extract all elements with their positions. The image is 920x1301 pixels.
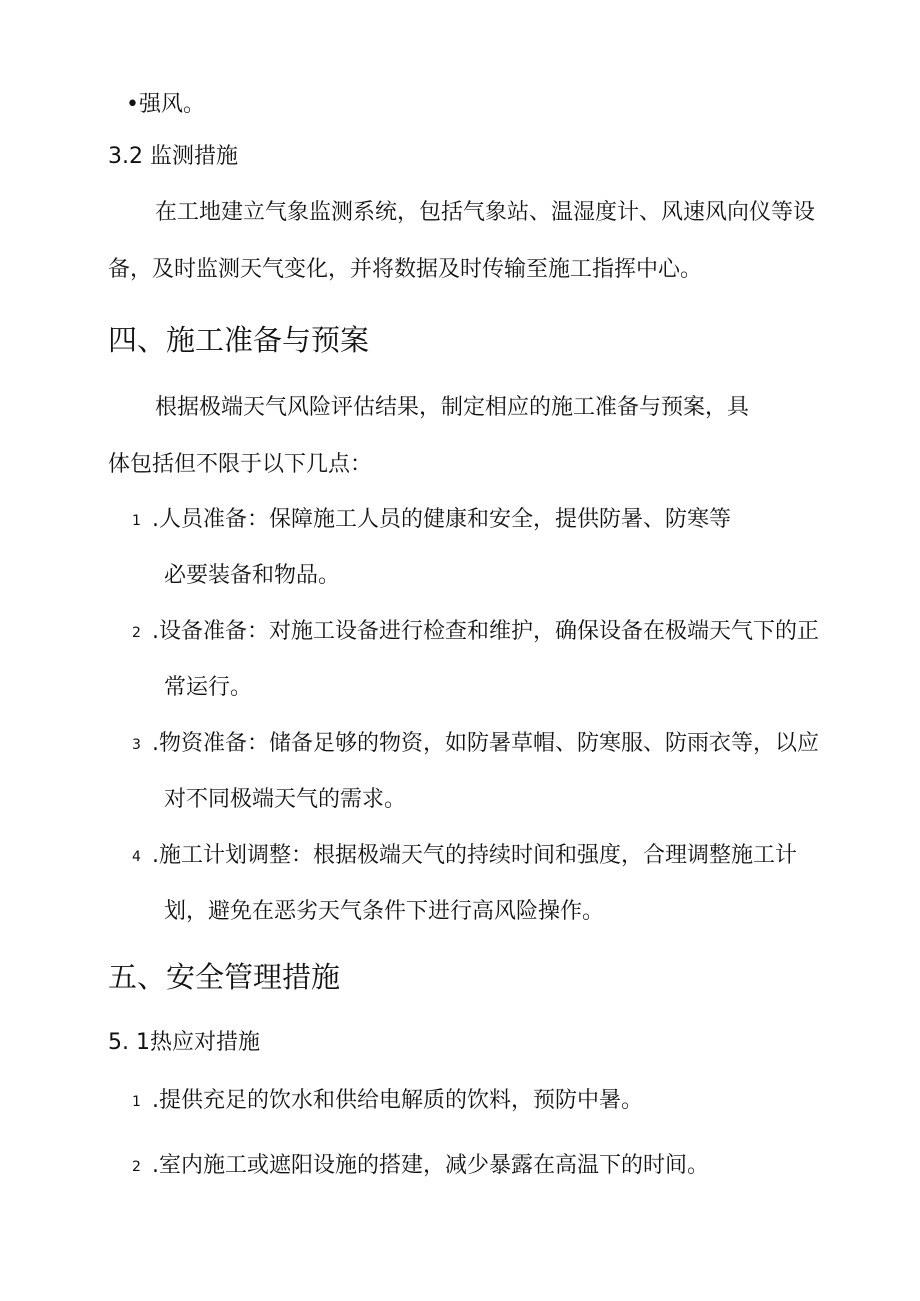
- bullet-item: •强风。: [126, 92, 205, 117]
- list-text: .设备准备：对施工设备进行检查和维护，确保设备在极端天气下的正: [152, 619, 819, 644]
- list-number: 2: [132, 625, 141, 641]
- list-number: 1: [132, 513, 141, 529]
- list-text: 必要装备和物品。: [164, 563, 341, 588]
- paragraph-line: 备，及时监测天气变化，并将数据及时传输至施工指挥中心。: [108, 257, 703, 282]
- list-number: 4: [132, 849, 141, 865]
- list-text: .提供充足的饮水和供给电解质的饮料，预防中暑。: [152, 1088, 643, 1113]
- paragraph-line: 体包括但不限于以下几点：: [108, 452, 373, 477]
- list-text: .施工计划调整：根据极端天气的持续时间和强度，合理调整施工计: [152, 843, 797, 868]
- section-5-1-title: 5. 1热应对措施: [108, 1030, 260, 1055]
- list-number: 3: [132, 737, 141, 753]
- section-3-2-title: 3.2 监测措施: [108, 144, 238, 169]
- list-text: 常运行。: [164, 675, 253, 700]
- list-number: 2: [132, 1159, 141, 1175]
- section-5-heading: 五、安全管理措施: [108, 960, 341, 994]
- list-text: .室内施工或遮阳设施的搭建，减少暴露在高温下的时间。: [152, 1153, 709, 1178]
- list-text: .物资准备：储备足够的物资，如防暑草帽、防寒服、防雨衣等，以应: [152, 731, 819, 756]
- section-4-heading: 四、施工准备与预案: [108, 323, 370, 357]
- list-text: 对不同极端天气的需求。: [164, 787, 407, 812]
- list-text: 划，避免在恶劣天气条件下进行高风险操作。: [164, 899, 605, 924]
- list-number: 1: [132, 1094, 141, 1110]
- paragraph-line: 在工地建立气象监测系统，包括气象站、温湿度计、风速风向仪等设: [155, 200, 816, 225]
- list-text: .人员准备：保障施工人员的健康和安全，提供防暑、防寒等: [152, 507, 731, 532]
- paragraph-line: 根据极端天气风险评估结果，制定相应的施工准备与预案，具: [155, 395, 750, 420]
